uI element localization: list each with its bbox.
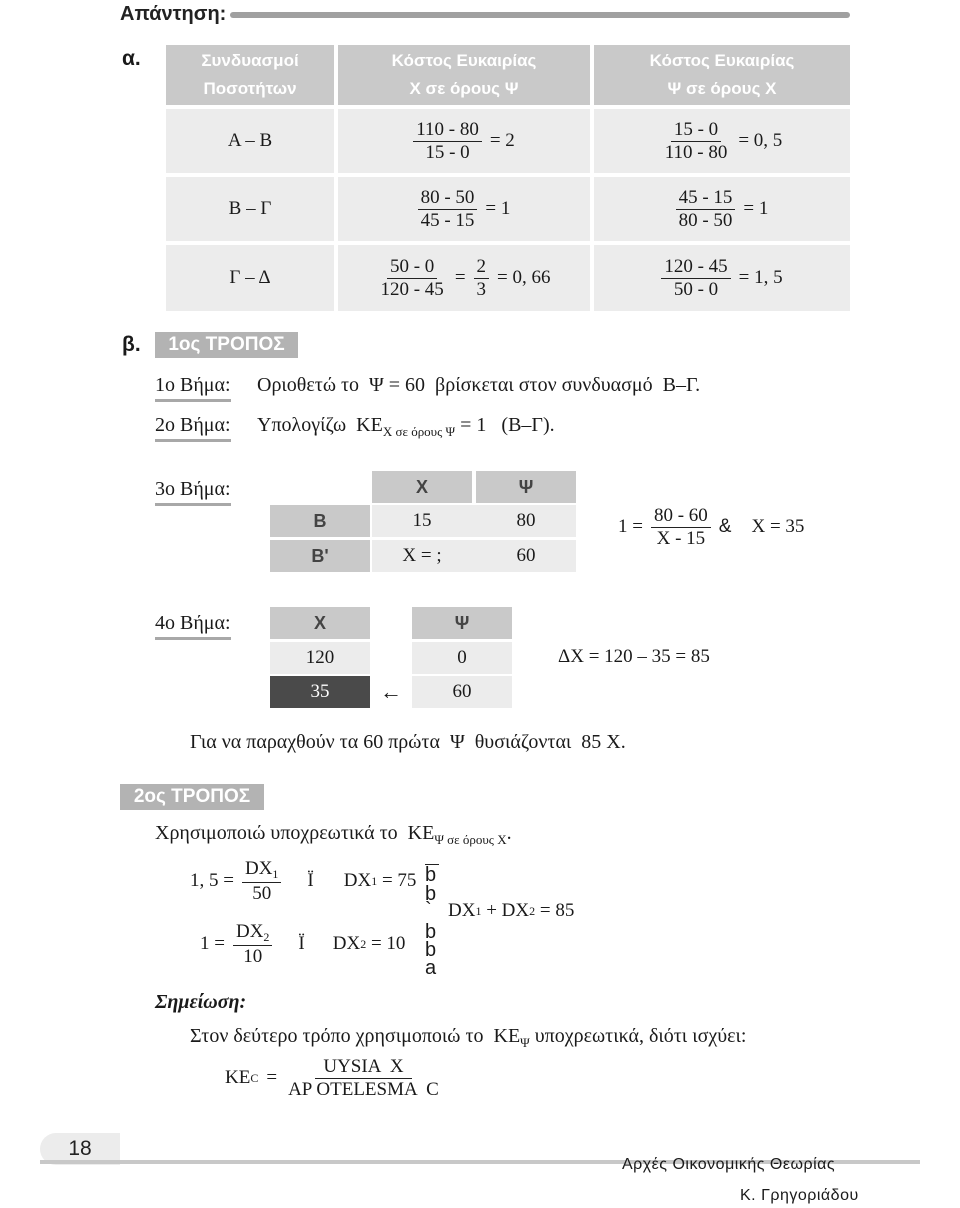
fraction-numerator: 120 - 45 xyxy=(661,256,730,279)
note-subscript: Ψ xyxy=(520,1035,530,1050)
eq-rhs: = 10 xyxy=(366,933,406,955)
step2-text xyxy=(257,414,555,440)
note-formula xyxy=(225,1056,442,1101)
equals-sign: = xyxy=(266,1067,278,1089)
step4-r2-y: 60 xyxy=(452,681,472,702)
page-heading: Απάντηση: xyxy=(120,3,227,25)
oc-x-cell xyxy=(338,177,590,241)
fraction-denominator: 120 - 45 xyxy=(380,278,444,300)
method2-post: . xyxy=(506,822,512,844)
step3-row1-label: Β xyxy=(313,510,327,531)
implies-symbol: Ï xyxy=(298,933,305,955)
header-text: Ψ σε όρους Χ xyxy=(667,79,777,98)
step3-r1-y: 80 xyxy=(516,510,536,531)
fraction-denominator: 15 - 0 xyxy=(425,141,470,163)
step3-r2-x: Χ = ; xyxy=(402,545,442,566)
eq-rhs: DX xyxy=(343,870,372,892)
brace-lower2: b xyxy=(425,939,437,961)
formula-lhs: KE xyxy=(225,1067,251,1089)
step4-conclusion: Για να παραχθούν τα 60 πρώτα Ψ θυσιάζονται 85 Χ. xyxy=(190,731,626,753)
fraction-denominator: 110 - 80 xyxy=(664,141,728,163)
eq-lhs: 1 = xyxy=(618,516,643,538)
oc-y-cell xyxy=(594,109,850,173)
step3-r2-y: 60 xyxy=(516,545,536,566)
table-row: Β – Γ xyxy=(228,198,272,219)
part-b-label: β. xyxy=(122,333,141,356)
subscript: 2 xyxy=(263,930,270,944)
author-name: Κ. Γρηγοριάδου xyxy=(740,1187,859,1204)
subscript: 2 xyxy=(529,903,536,918)
step2-post: = 1 (Β–Γ). xyxy=(455,414,555,436)
brace-mid: ` xyxy=(425,899,432,921)
brace-upper: b xyxy=(425,883,437,905)
eq-lhs: 1, 5 = xyxy=(190,870,234,892)
heading-rule xyxy=(230,12,850,18)
implies-symbol: Ï xyxy=(307,870,314,892)
fraction-numerator: 45 - 15 xyxy=(676,187,736,210)
fraction-result: = 0, 5 xyxy=(738,130,783,151)
subscript: 2 xyxy=(360,936,367,951)
fraction-denominator: 45 - 15 xyxy=(420,209,475,231)
eq-lhs: 1 = xyxy=(200,933,225,955)
step2-pre: Υπολογίζω ΚΕ xyxy=(257,414,383,436)
method2-text xyxy=(155,822,512,848)
step4-head-x-text: Χ xyxy=(313,612,326,633)
brace-top: b xyxy=(425,864,439,885)
step3-head-x-text: Χ xyxy=(415,476,428,497)
fraction-result: = 1 xyxy=(485,198,511,219)
subscript: 1 xyxy=(371,873,378,888)
fraction-numerator: 80 - 50 xyxy=(418,187,478,210)
eq-rhs: DX xyxy=(332,933,361,955)
eq-rhs: = 75 xyxy=(377,870,417,892)
fraction-numerator: 2 xyxy=(474,256,490,279)
method2-tag: 2ος ΤΡΟΠΟΣ xyxy=(120,784,264,810)
fraction-denominator: 10 xyxy=(243,945,263,967)
subscript: C xyxy=(250,1070,259,1085)
equals-sign: = xyxy=(454,267,466,288)
header-text: Συνδυασμοί xyxy=(201,51,299,70)
fraction-numerator: 15 - 0 xyxy=(671,119,721,142)
subscript: 1 xyxy=(475,903,482,918)
table-row: Α – Β xyxy=(227,130,273,151)
header-text: Κόστος Ευκαιρίας xyxy=(391,51,537,70)
oc-x-cell xyxy=(338,109,590,173)
step4-r1-y: 0 xyxy=(457,647,467,668)
header-oc-x xyxy=(338,45,590,105)
step1-text: Οριοθετώ το Ψ = 60 βρίσκεται στον συνδυασμό Β–Γ. xyxy=(257,374,701,396)
table-row: Γ – Δ xyxy=(229,267,271,288)
step1-label: 1ο Βήμα: xyxy=(155,374,231,402)
note-post: υποχρεωτικά, διότι ισχύει: xyxy=(529,1025,747,1047)
step3-r1-x: 15 xyxy=(412,510,432,531)
fraction-denominator: AP OTELESMA C xyxy=(288,1078,439,1100)
step4-equation: ΔΧ = 120 – 35 = 85 xyxy=(558,646,710,667)
fraction-numerator: DX xyxy=(244,858,273,879)
method2-eq2 xyxy=(200,921,405,968)
fraction-result: = 0, 66 xyxy=(497,267,551,288)
fraction-result: = 1, 5 xyxy=(738,267,783,288)
header-text: Ποσοτήτων xyxy=(203,79,297,98)
note-pre: Στον δεύτερο τρόπο χρησιμοποιώ το ΚΕ xyxy=(190,1025,521,1047)
step3-head-y-text: Ψ xyxy=(518,476,534,497)
fraction-numerator: 80 - 60 xyxy=(651,505,711,528)
note-label: Σημείωση: xyxy=(155,991,247,1013)
header-text: Χ σε όρους Ψ xyxy=(409,79,519,98)
method2-eq1 xyxy=(190,858,416,905)
subscript: 1 xyxy=(272,867,279,881)
part-a-label: α. xyxy=(122,47,141,70)
fraction-result: = 1 xyxy=(743,198,769,219)
sum-term: DX xyxy=(448,900,476,921)
brace-lower: b xyxy=(425,921,437,943)
fraction-denominator: 50 - 0 xyxy=(673,278,719,300)
method2-subscript: Ψ σε όρους Χ xyxy=(434,832,507,847)
fraction-denominator: 50 xyxy=(252,882,272,904)
step4-head-y-text: Ψ xyxy=(454,612,470,633)
method2-sum xyxy=(448,900,574,922)
fraction-denominator: 3 xyxy=(476,278,487,300)
header-oc-y xyxy=(594,45,850,105)
eq-result: Χ = 35 xyxy=(751,516,805,538)
method1-tag: 1ος ΤΡΟΠΟΣ xyxy=(155,332,298,358)
step3-equation xyxy=(618,505,804,555)
fraction-denominator: Χ - 15 xyxy=(656,527,706,549)
book-title: Αρχές Οικονομικής Θεωρίας xyxy=(622,1156,836,1173)
oc-y-cell xyxy=(594,177,850,241)
sum-term: + DX xyxy=(481,900,530,921)
step4-label: 4ο Βήμα: xyxy=(155,612,231,640)
oc-x-cell xyxy=(338,245,590,311)
step3-label: 3ο Βήμα: xyxy=(155,478,231,506)
brace-bottom: a xyxy=(425,957,437,979)
page-number: 18 xyxy=(68,1137,92,1160)
method2-pre: Χρησιμοποιώ υποχρεωτικά το ΚΕ xyxy=(155,822,435,844)
step3-row2-label: Β' xyxy=(311,545,329,566)
sum-term: = 85 xyxy=(535,900,575,921)
fraction-numerator: DX xyxy=(235,921,264,942)
step2-subscript: Χ σε όρους Ψ xyxy=(382,424,456,439)
fraction-numerator: 110 - 80 xyxy=(413,119,482,142)
fraction-numerator: UYSIA X xyxy=(315,1056,411,1079)
ampersand: & xyxy=(718,516,732,538)
left-arrow-icon: ← xyxy=(380,679,402,704)
fraction-denominator: 80 - 50 xyxy=(678,209,733,231)
oc-y-cell xyxy=(594,245,850,311)
header-text: Κόστος Ευκαιρίας xyxy=(649,51,795,70)
header-combinations xyxy=(166,45,334,105)
step2-label: 2ο Βήμα: xyxy=(155,414,231,442)
fraction-result: = 2 xyxy=(489,130,515,151)
step4-r1-x: 120 xyxy=(305,647,335,668)
fraction-numerator: 50 - 0 xyxy=(387,256,437,279)
note-text xyxy=(190,1025,746,1051)
step4-r2-x: 35 xyxy=(310,681,330,702)
